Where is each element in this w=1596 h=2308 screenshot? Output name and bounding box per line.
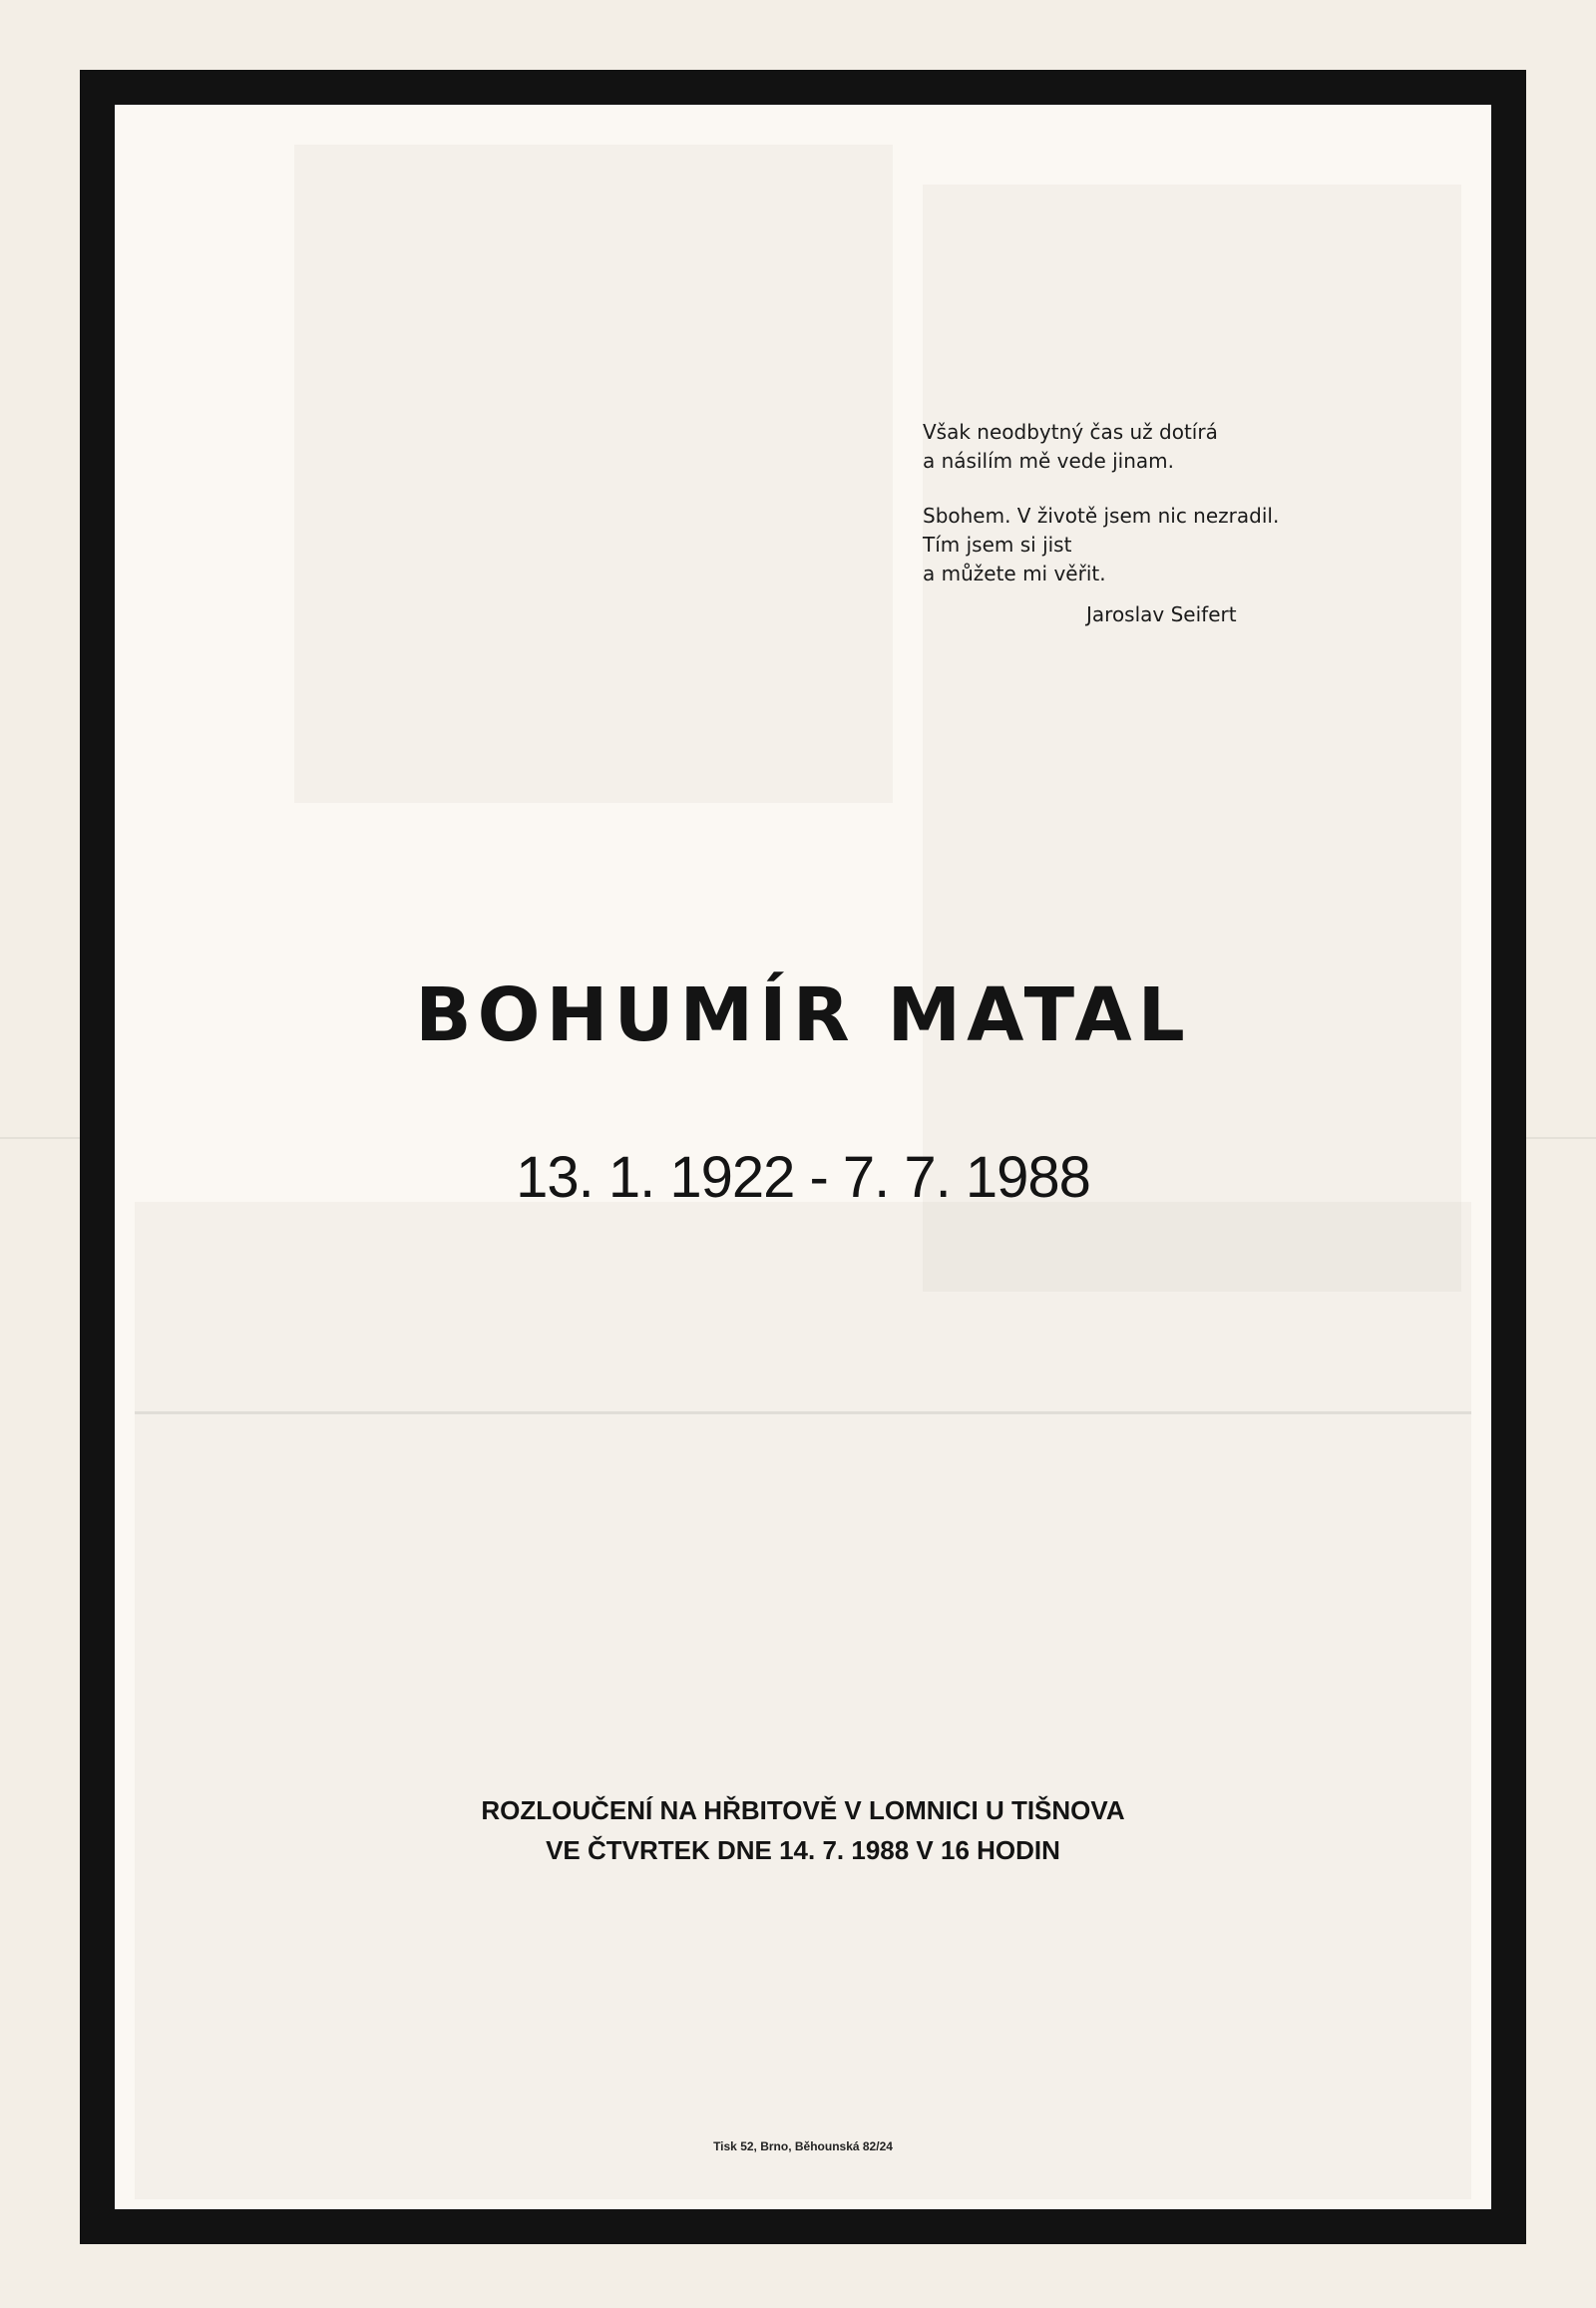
funeral-notice-line-2: VE ČTVRTEK DNE 14. 7. 1988 V 16 HODIN (546, 1835, 1060, 1865)
deceased-name: BOHUMÍR MATAL (415, 972, 1191, 1058)
poem-author: Jaroslav Seifert (1086, 602, 1237, 626)
poem-line: a násilím mě vede jinam. (923, 449, 1175, 473)
show-through-rule (135, 1411, 1471, 1414)
life-dates: 13. 1. 1922 - 7. 7. 1988 (516, 1145, 1090, 1210)
poem-line: Však neodbytný čas už dotírá (923, 420, 1218, 444)
show-through-newsprint (923, 185, 1461, 1292)
show-through-newsprint (135, 1202, 1471, 2199)
poem-line: a můžete mi věřit. (923, 562, 1106, 585)
poem-line: Sbohem. V životě jsem nic nezradil. (923, 504, 1280, 528)
mourning-border (80, 70, 1526, 2244)
printer-imprint: Tisk 52, Brno, Běhounská 82/24 (713, 2139, 893, 2153)
poem-stanza-1 (923, 418, 1382, 476)
poem-stanza-2 (923, 502, 1382, 629)
show-through-newsprint (294, 145, 893, 803)
poem-line: Tím jsem si jist (923, 533, 1072, 557)
funeral-notice (115, 1790, 1491, 1870)
poem-quote (923, 418, 1382, 655)
funeral-notice-line-1: ROZLOUČENÍ NA HŘBITOVĚ V LOMNICI U TIŠNOVA (481, 1795, 1125, 1825)
